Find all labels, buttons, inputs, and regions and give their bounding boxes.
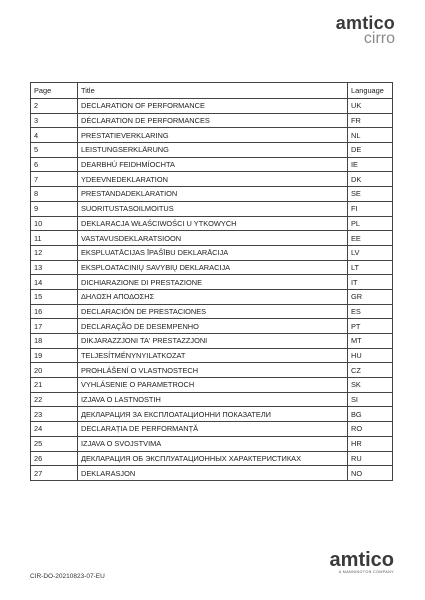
cell-page: 13 xyxy=(31,260,78,275)
cell-title: DIKJARAZZJONI TA' PRESTAZZJONI xyxy=(78,334,348,349)
cell-title: IZJAVA O LASTNOSTIH xyxy=(78,392,348,407)
cell-title: IZJAVA O SVOJSTVIMA xyxy=(78,436,348,451)
table-row xyxy=(31,392,393,407)
cell-title: ДЕКЛАРАЦИЯ ЗА ЕКСПЛОАТАЦИОННИ ПОКАЗАТЕЛИ xyxy=(78,407,348,422)
cell-title: PROHLÁŠENÍ O VLASTNOSTECH xyxy=(78,363,348,378)
table-row xyxy=(31,289,393,304)
cell-title: DECLARACIÓN DE PRESTACIONES xyxy=(78,304,348,319)
cell-title: DÉCLARATION DE PERFORMANCES xyxy=(78,113,348,128)
cell-page: 24 xyxy=(31,422,78,437)
cell-language: CZ xyxy=(348,363,393,378)
cell-language: RO xyxy=(348,422,393,437)
cell-page: 11 xyxy=(31,231,78,246)
table-row xyxy=(31,128,393,143)
footer-logo-brand: amtico xyxy=(329,549,394,571)
table-row xyxy=(31,304,393,319)
cell-page: 22 xyxy=(31,392,78,407)
cell-page: 8 xyxy=(31,187,78,202)
table-row xyxy=(31,348,393,363)
cell-language: LT xyxy=(348,260,393,275)
cell-title: EKSPLUATĀCIJAS ĪPAŠĪBU DEKLARĀCIJA xyxy=(78,245,348,260)
cell-page: 3 xyxy=(31,113,78,128)
table-row xyxy=(31,172,393,187)
cell-title: VYHLÁSENIE O PARAMETROCH xyxy=(78,378,348,393)
table-row xyxy=(31,143,393,158)
cell-title: DECLARAÇÃO DE DESEMPENHO xyxy=(78,319,348,334)
table-row xyxy=(31,436,393,451)
cell-title: PRESTATIEVERKLARING xyxy=(78,128,348,143)
cell-title: DEARBHÚ FEIDHMÍOCHTA xyxy=(78,157,348,172)
cell-page: 23 xyxy=(31,407,78,422)
cell-page: 7 xyxy=(31,172,78,187)
cell-title: LEISTUNGSERKLÄRUNG xyxy=(78,143,348,158)
cell-title: DICHIARAZIONE DI PRESTAZIONE xyxy=(78,275,348,290)
cell-language: PL xyxy=(348,216,393,231)
cell-page: 25 xyxy=(31,436,78,451)
amtico-footer-logo xyxy=(330,550,394,575)
cell-title: EKSPLOATACINIŲ SAVYBIŲ DEKLARACIJA xyxy=(78,260,348,275)
cell-language: FR xyxy=(348,113,393,128)
logo-product: cirro xyxy=(363,30,395,47)
header-page: Page xyxy=(31,83,78,99)
document-code: CIR-DO-20210823-07-EU xyxy=(30,573,105,580)
cell-language: BG xyxy=(348,407,393,422)
cell-page: 10 xyxy=(31,216,78,231)
cell-page: 27 xyxy=(31,466,78,481)
table-row xyxy=(31,245,393,260)
cell-title: SUORITUSTASOILMOITUS xyxy=(78,201,348,216)
table-row xyxy=(31,422,393,437)
cell-page: 19 xyxy=(31,348,78,363)
table-row xyxy=(31,363,393,378)
table-row xyxy=(31,216,393,231)
table-row xyxy=(31,466,393,481)
table-row xyxy=(31,451,393,466)
cell-page: 14 xyxy=(31,275,78,290)
cell-page: 17 xyxy=(31,319,78,334)
table-row xyxy=(31,275,393,290)
cell-language: PT xyxy=(348,319,393,334)
cell-language: NL xyxy=(348,128,393,143)
cell-title: ДЕКЛАРАЦИЯ ОБ ЭКСПЛУАТАЦИОННЫХ ХАРАКТЕРИСТИКАХ xyxy=(78,451,348,466)
cell-page: 6 xyxy=(31,157,78,172)
cell-language: DK xyxy=(348,172,393,187)
cell-title: DECLARAȚIA DE PERFORMANȚĂ xyxy=(78,422,348,437)
table-header-row xyxy=(31,83,393,99)
amtico-cirro-logo xyxy=(336,14,395,47)
cell-page: 12 xyxy=(31,245,78,260)
cell-page: 5 xyxy=(31,143,78,158)
cell-language: GR xyxy=(348,289,393,304)
cell-language: UK xyxy=(348,99,393,114)
table-row xyxy=(31,407,393,422)
cell-language: LV xyxy=(348,245,393,260)
cell-page: 21 xyxy=(31,378,78,393)
cell-page: 15 xyxy=(31,289,78,304)
footer-logo-tagline: A MANNINGTON COMPANY xyxy=(338,570,394,574)
cell-title: TELJESÍTMÉNYNYILATKOZAT xyxy=(78,348,348,363)
table-row xyxy=(31,99,393,114)
cell-page: 2 xyxy=(31,99,78,114)
table-row xyxy=(31,187,393,202)
cell-language: IE xyxy=(348,157,393,172)
cell-page: 20 xyxy=(31,363,78,378)
table-row xyxy=(31,231,393,246)
header-language: Language xyxy=(348,83,393,99)
cell-title: DEKLARACJA WŁAŚCIWOŚCI U YTKOWYCH xyxy=(78,216,348,231)
cell-title: DECLARATION OF PERFORMANCE xyxy=(78,99,348,114)
cell-language: SE xyxy=(348,187,393,202)
table-row xyxy=(31,319,393,334)
cell-page: 26 xyxy=(31,451,78,466)
cell-page: 18 xyxy=(31,334,78,349)
header-title: Title xyxy=(78,83,348,99)
cell-language: EE xyxy=(348,231,393,246)
declarations-table xyxy=(30,82,393,481)
cell-language: SK xyxy=(348,378,393,393)
cell-language: NO xyxy=(348,466,393,481)
cell-page: 4 xyxy=(31,128,78,143)
cell-language: ES xyxy=(348,304,393,319)
cell-title: YDEEVNEDEKLARATION xyxy=(78,172,348,187)
cell-language: HR xyxy=(348,436,393,451)
cell-title: PRESTANDADEKLARATION xyxy=(78,187,348,202)
cell-language: IT xyxy=(348,275,393,290)
cell-language: DE xyxy=(348,143,393,158)
cell-page: 9 xyxy=(31,201,78,216)
cell-title: VASTAVUSDEKLARATSIOON xyxy=(78,231,348,246)
cell-language: MT xyxy=(348,334,393,349)
table-row xyxy=(31,157,393,172)
table-row xyxy=(31,378,393,393)
table-row xyxy=(31,113,393,128)
cell-language: FI xyxy=(348,201,393,216)
table-row xyxy=(31,334,393,349)
logo-brand: amtico xyxy=(335,13,395,33)
cell-language: RU xyxy=(348,451,393,466)
cell-title: ΔΗΛΩΣΗ ΑΠΟΔΟΣΗΣ xyxy=(78,289,348,304)
cell-title: DEKLARASJON xyxy=(78,466,348,481)
table-row xyxy=(31,201,393,216)
cell-page: 16 xyxy=(31,304,78,319)
cell-language: HU xyxy=(348,348,393,363)
table-row xyxy=(31,260,393,275)
cell-language: SI xyxy=(348,392,393,407)
